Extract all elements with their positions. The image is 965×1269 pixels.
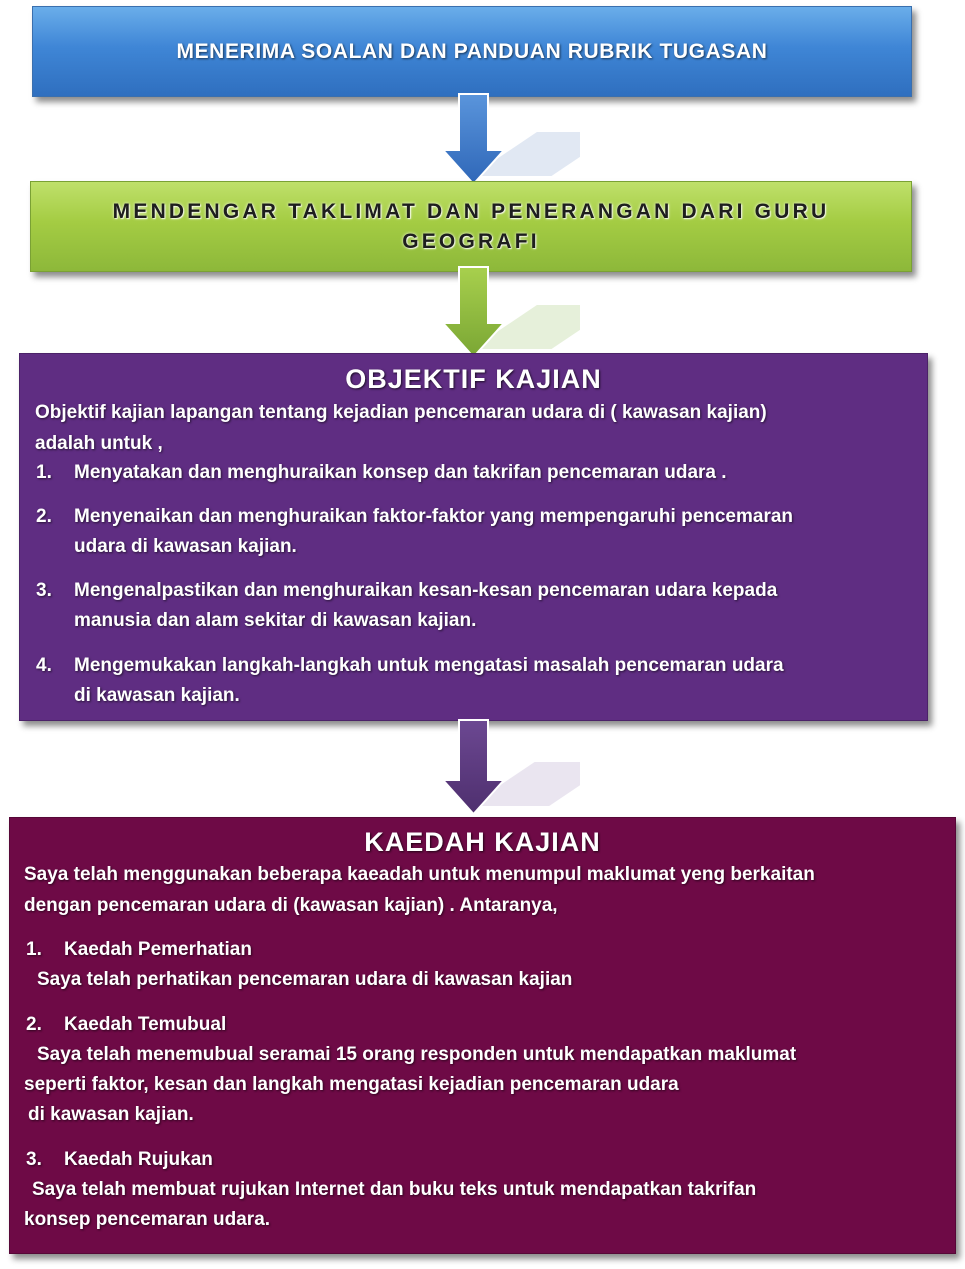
- method-title: Kaedah Pemerhatian: [64, 939, 252, 960]
- kaedah-heading: KAEDAH KAJIAN: [364, 827, 601, 857]
- down-arrow-icon: [430, 92, 580, 188]
- objektif-intro: adalah untuk ,: [35, 433, 163, 454]
- step-2-box: [30, 181, 912, 272]
- list-item-number: 3.: [26, 1149, 42, 1170]
- kaedah-intro: Saya telah menggunakan beberapa kaeadah untuk menumpul maklumat yeng berkaitan: [24, 864, 815, 885]
- list-item-number: 1.: [26, 939, 42, 960]
- list-item: Menyenaikan dan menghuraikan faktor-faktor yang mempengaruhi pencemaran: [74, 506, 794, 527]
- list-item: udara di kawasan kajian.: [74, 536, 297, 557]
- method-description: seperti faktor, kesan dan langkah mengatasi kejadian pencemaran udara: [24, 1074, 679, 1095]
- kaedah-intro: dengan pencemaran udara di (kawasan kajian) . Antaranya,: [24, 895, 558, 916]
- list-item-number: 3.: [36, 580, 52, 601]
- step-2-title: MENDENGAR TAKLIMAT DAN PENERANGAN DARI GURU GEOGRAFI: [112, 199, 830, 253]
- list-item-number: 1.: [36, 462, 52, 483]
- kaedah-kajian-box: [9, 817, 956, 1254]
- method-description: Saya telah perhatikan pencemaran udara di kawasan kajian: [37, 969, 573, 990]
- down-arrow-icon: [430, 265, 580, 361]
- method-description: Saya telah membuat rujukan Internet dan buku teks untuk mendapatkan takrifan: [32, 1179, 757, 1200]
- list-item: Mengenalpastikan dan menghuraikan kesan-kesan pencemaran udara kepada: [74, 580, 778, 601]
- objektif-intro: Objektif kajian lapangan tentang kejadian pencemaran udara di ( kawasan kajian): [35, 402, 767, 423]
- method-description: di kawasan kajian.: [28, 1104, 194, 1125]
- step-1-box: [32, 6, 912, 97]
- list-item: di kawasan kajian.: [74, 685, 240, 706]
- method-description: Saya telah menemubual seramai 15 orang responden untuk mendapatkan maklumat: [37, 1044, 797, 1065]
- list-item: Mengemukakan langkah-langkah untuk mengatasi masalah pencemaran udara: [74, 655, 784, 676]
- list-item: Menyatakan dan menghuraikan konsep dan takrifan pencemaran udara .: [74, 462, 727, 483]
- down-arrow-icon: [430, 718, 580, 818]
- step-1-title: MENERIMA SOALAN DAN PANDUAN RUBRIK TUGASAN: [176, 39, 768, 63]
- method-title: Kaedah Temubual: [64, 1014, 227, 1035]
- method-description: konsep pencemaran udara.: [24, 1209, 271, 1230]
- list-item: manusia dan alam sekitar di kawasan kajian.: [74, 610, 477, 631]
- objektif-kajian-box: [19, 353, 928, 721]
- method-title: Kaedah Rujukan: [64, 1149, 213, 1170]
- objektif-heading: OBJEKTIF KAJIAN: [345, 364, 602, 394]
- list-item-number: 2.: [26, 1014, 42, 1035]
- list-item-number: 2.: [36, 506, 52, 527]
- list-item-number: 4.: [36, 655, 52, 676]
